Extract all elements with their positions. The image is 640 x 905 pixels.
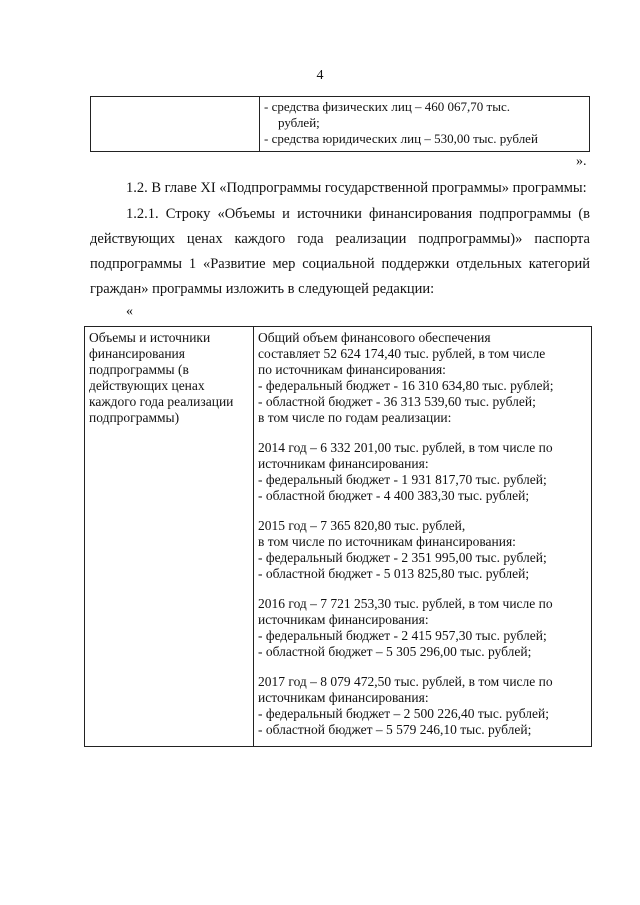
text-line: 2017 год – 8 079 472,50 тыс. рублей, в том числе по	[258, 674, 553, 689]
text-line: Общий объем финансового обеспечения	[258, 330, 491, 345]
label-line: подпрограммы)	[89, 410, 180, 425]
text-line: по источникам финансирования:	[258, 362, 446, 377]
paragraph-1-2: 1.2. В главе XI «Подпрограммы государственной программы» программы:	[126, 180, 587, 196]
text-line: - федеральный бюджет – 2 500 226,40 тыс. рублей;	[258, 706, 549, 721]
text-line: 2016 год – 7 721 253,30 тыс. рублей, в том числе по	[258, 596, 553, 611]
funding-table	[84, 326, 592, 747]
text-line: - областной бюджет – 5 579 246,10 тыс. рублей;	[258, 722, 532, 737]
year-block-2017	[258, 674, 587, 738]
text-line: - областной бюджет - 36 313 539,60 тыс. рублей;	[258, 394, 536, 409]
text-line: 2014 год – 6 332 201,00 тыс. рублей, в том числе по	[258, 440, 553, 455]
summary-block	[258, 330, 587, 426]
text-line: рублей;	[278, 115, 320, 130]
previous-section-table	[90, 96, 590, 152]
text-line: - федеральный бюджет - 2 351 995,00 тыс. рублей;	[258, 550, 547, 565]
page-number: 4	[316, 68, 324, 83]
funding-details-cell	[254, 327, 592, 747]
empty-cell	[91, 97, 260, 152]
text-line: - областной бюджет - 5 013 825,80 тыс. рублей;	[258, 566, 530, 581]
text-line: в том числе по годам реализации:	[258, 410, 452, 425]
text-line: - федеральный бюджет - 2 415 957,30 тыс. рублей;	[258, 628, 547, 643]
year-block-2015	[258, 518, 587, 582]
paragraph-1-2-1: 1.2.1. Строку «Объемы и источники финансирования подпрограммы (в действующих ценах каждого года реализации подпрограммы)» паспорта подпрограммы 1 «Развитие мер социальной поддержки отдельных категорий граждан» программы изложить в следующей редакции:	[90, 206, 590, 297]
text-line: источникам финансирования:	[258, 690, 429, 705]
label-line: каждого года реализации	[89, 394, 234, 409]
text-line: - федеральный бюджет - 16 310 634,80 тыс. рублей;	[258, 378, 554, 393]
text-line: - областной бюджет - 4 400 383,30 тыс. рублей;	[258, 488, 530, 503]
row-label-cell	[85, 327, 254, 747]
text-line: - средства физических лиц – 460 067,70 тыс.	[264, 99, 510, 114]
text-line: источникам финансирования:	[258, 456, 429, 471]
text-line: в том числе по источникам финансирования:	[258, 534, 516, 549]
opening-quote: «	[126, 304, 133, 319]
text-line: - областной бюджет – 5 305 296,00 тыс. рублей;	[258, 644, 532, 659]
label-line: финансирования	[89, 346, 185, 361]
funding-sources-cell	[260, 97, 590, 152]
text-line: составляет 52 624 174,40 тыс. рублей, в том числе	[258, 346, 546, 361]
closing-quote: ».	[576, 154, 587, 169]
text-line: 2015 год – 7 365 820,80 тыс. рублей,	[258, 518, 466, 533]
year-block-2014	[258, 440, 587, 504]
year-block-2016	[258, 596, 587, 660]
text-line: - федеральный бюджет - 1 931 817,70 тыс. рублей;	[258, 472, 547, 487]
label-line: действующих ценах	[89, 378, 205, 393]
label-line: подпрограммы (в	[89, 362, 189, 377]
text-line: источникам финансирования:	[258, 612, 429, 627]
label-line: Объемы и источники	[89, 330, 211, 345]
text-line: - средства юридических лиц – 530,00 тыс. рублей	[264, 131, 538, 146]
